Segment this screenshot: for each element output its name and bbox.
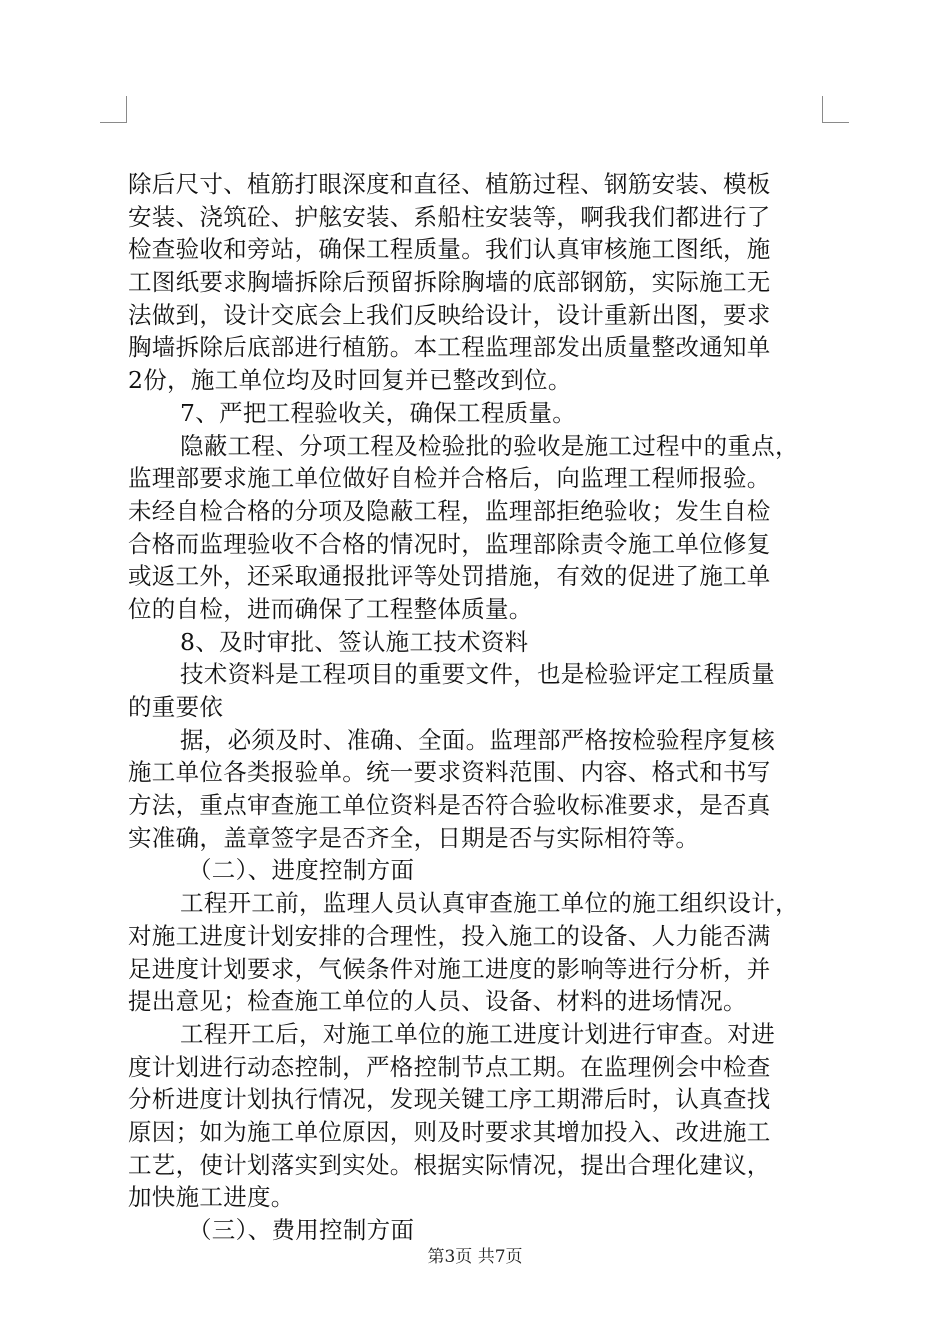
- text-line: 未经自检合格的分项及隐蔽工程，监理部拒绝验收；发生自检: [128, 496, 771, 525]
- section-heading: （二）、进度控制方面: [188, 856, 415, 885]
- text-line: 分析进度计划执行情况，发现关键工序工期滞后时，认真查找: [128, 1085, 771, 1114]
- section-heading: （三）、费用控制方面: [188, 1216, 415, 1244]
- text-line: 工图纸要求胸墙拆除后预留拆除胸墙的底部钢筋，实际施工无: [128, 268, 771, 297]
- text-line: 技术资料是工程项目的重要文件，也是检验评定工程质量: [180, 660, 775, 689]
- body-text: [128, 168, 828, 1247]
- text-line: 足进度计划要求，气候条件对施工进度的影响等进行分析，并: [128, 954, 771, 983]
- text-line: 隐蔽工程、分项工程及检验批的验收是施工过程中的重点，: [180, 431, 799, 460]
- text-line: 位的自检，进而确保了工程整体质量。: [128, 594, 533, 623]
- text-line: 安装、浇筑砼、护舷安装、系船柱安装等，啊我我们都进行了: [128, 202, 771, 231]
- text-line: 原因；如为施工单位原因，则及时要求其增加投入、改进施工: [128, 1117, 771, 1146]
- crop-mark-top-left: [100, 96, 127, 123]
- section-heading: 7、严把工程验收关，确保工程质量。: [180, 398, 577, 427]
- text-line: 方法，重点审查施工单位资料是否符合验收标准要求，是否真: [128, 791, 771, 820]
- text-line: 或返工外，还采取通报批评等处罚措施，有效的促进了施工单: [128, 562, 771, 591]
- text-line: 提出意见；检查施工单位的人员、设备、材料的进场情况。: [128, 987, 747, 1016]
- page-number-footer: 第3页 共7页: [427, 1247, 523, 1267]
- text-line: 的重要依: [128, 693, 224, 721]
- text-line: 2份，施工单位均及时回复并已整改到位。: [128, 366, 572, 395]
- text-line: 监理部要求施工单位做好自检并合格后，向监理工程师报验。: [128, 464, 771, 493]
- text-line: 实准确，盖章签字是否齐全，日期是否与实际相符等。: [128, 823, 700, 852]
- text-line: 工艺，使计划落实到实处。根据实际情况，提出合理化建议，: [128, 1150, 771, 1179]
- text-line: 法做到，设计交底会上我们反映给设计，设计重新出图，要求: [128, 300, 771, 329]
- text-line: 施工单位各类报验单。统一要求资料范围、内容、格式和书写: [128, 758, 771, 787]
- text-line: 度计划进行动态控制，严格控制节点工期。在监理例会中检查: [128, 1052, 771, 1081]
- text-line: 胸墙拆除后底部进行植筋。本工程监理部发出质量整改通知单: [128, 333, 771, 362]
- text-line: 检查验收和旁站，确保工程质量。我们认真审核施工图纸，施: [128, 235, 771, 264]
- text-line: 合格而监理验收不合格的情况时，监理部除责令施工单位修复: [128, 529, 771, 558]
- text-line: 据，必须及时、准确、全面。监理部严格按检验程序复核: [180, 725, 775, 754]
- section-heading: 8、及时审批、签认施工技术资料: [180, 627, 529, 656]
- text-line: 加快施工进度。: [128, 1183, 295, 1212]
- text-line: 工程开工前，监理人员认真审查施工单位的施工组织设计，: [180, 889, 799, 918]
- text-line: 除后尺寸、植筋打眼深度和直径、植筋过程、钢筋安装、模板: [128, 170, 771, 198]
- text-line: 工程开工后，对施工单位的施工进度计划进行审查。对进: [180, 1019, 775, 1048]
- text-line: 对施工进度计划安排的合理性，投入施工的设备、人力能否满: [128, 921, 771, 950]
- crop-mark-top-right: [822, 96, 849, 123]
